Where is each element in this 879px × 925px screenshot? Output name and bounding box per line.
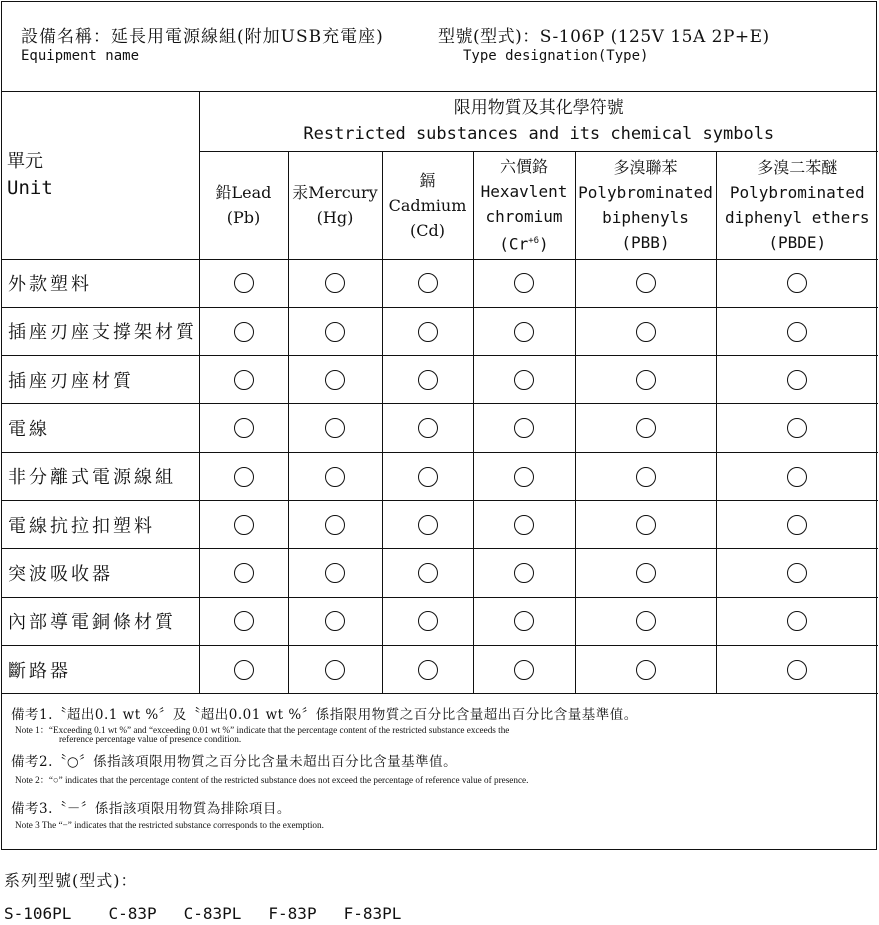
series-model: F-83P	[268, 904, 317, 923]
circle-mark-icon	[234, 515, 254, 535]
table-row	[2, 597, 878, 645]
table-row	[2, 452, 878, 500]
series-title: 系列型號(型式)：	[4, 871, 138, 890]
mark-cell	[473, 549, 575, 597]
type-designation-zh: 型號(型式)：S-106P (125V 15A 2P+E)	[438, 27, 770, 47]
circle-mark-icon	[325, 660, 345, 680]
circle-mark-icon	[787, 322, 807, 342]
circle-mark-icon	[636, 563, 656, 583]
circle-mark-icon	[325, 467, 345, 487]
table-row	[2, 549, 878, 597]
mark-cell	[199, 404, 288, 452]
mark-cell	[199, 500, 288, 548]
circle-mark-icon	[787, 273, 807, 293]
note-2-en: Note 2：“○” indicates that the percentage content of the restricted substance does not exceed the percentage of reference value of presence.	[15, 775, 529, 785]
mark-cell	[382, 645, 473, 693]
group-header-zh: 限用物質及其化學符號	[453, 97, 624, 118]
circle-mark-icon	[325, 418, 345, 438]
circle-mark-icon	[234, 370, 254, 390]
circle-mark-icon	[787, 563, 807, 583]
mark-cell	[199, 549, 288, 597]
mark-cell	[382, 404, 473, 452]
equipment-name-en: Equipment name	[21, 48, 140, 64]
substance-name: 鉛Lead	[215, 183, 272, 202]
circle-mark-icon	[514, 660, 534, 680]
mark-cell	[382, 500, 473, 548]
mark-cell	[716, 452, 878, 500]
circle-mark-icon	[787, 418, 807, 438]
series-model: S-106PL	[4, 904, 72, 923]
circle-mark-icon	[418, 467, 438, 487]
mark-cell	[288, 500, 382, 548]
circle-mark-icon	[418, 660, 438, 680]
row-label: 內部導電銅條材質	[2, 597, 199, 645]
circle-mark-icon	[325, 563, 345, 583]
substance-symbol	[474, 229, 575, 256]
mark-cell	[199, 452, 288, 500]
mark-cell	[575, 356, 716, 404]
substance-name-en: Polybrominated	[578, 183, 713, 202]
table-row	[2, 356, 878, 404]
mark-cell	[382, 597, 473, 645]
substance-name: 汞Mercury	[292, 183, 378, 202]
mark-cell	[288, 259, 382, 307]
mark-cell	[382, 259, 473, 307]
series-model: C-83PL	[183, 904, 242, 923]
circle-mark-icon	[636, 322, 656, 342]
substances-group-header	[199, 91, 878, 151]
table-row	[2, 404, 878, 452]
table-body	[2, 259, 878, 694]
substance-mercury	[288, 151, 382, 259]
mark-cell	[575, 259, 716, 307]
row-label: 突波吸收器	[2, 549, 199, 597]
mark-cell	[199, 645, 288, 693]
circle-mark-icon	[514, 418, 534, 438]
mark-cell	[288, 549, 382, 597]
substance-name-en: Polybrominated	[729, 183, 865, 202]
mark-cell	[288, 597, 382, 645]
note-3-zh: 備考3.〝－〞係指該項限用物質為排除項目。	[11, 801, 291, 817]
substance-name-en2: diphenyl ethers	[725, 208, 870, 227]
substance-name-zh: 六價鉻	[499, 156, 548, 176]
substance-cadmium	[382, 151, 473, 259]
note-1-zh: 備考1.〝超出0.1 wt %〞及〝超出0.01 wt %〞係指限用物質之百分比含量超出百分比含量基準值。	[11, 707, 638, 723]
mark-cell	[575, 597, 716, 645]
circle-mark-icon	[418, 418, 438, 438]
circle-mark-icon	[234, 322, 254, 342]
row-label: 插座刃座材質	[2, 356, 199, 404]
substance-symbol: (Hg)	[316, 208, 354, 227]
table-row	[2, 259, 878, 307]
mark-cell	[716, 356, 878, 404]
note-1-en-cont: reference percentage value of presence condition.	[59, 734, 242, 744]
circle-mark-icon	[418, 515, 438, 535]
mark-cell	[199, 597, 288, 645]
substance-name-zh: 多溴二苯醚	[757, 158, 838, 177]
circle-mark-icon	[514, 515, 534, 535]
circle-mark-icon	[514, 563, 534, 583]
circle-mark-icon	[636, 467, 656, 487]
circle-mark-icon	[325, 515, 345, 535]
circle-mark-icon	[325, 611, 345, 631]
mark-cell	[716, 597, 878, 645]
unit-header-zh: 單元	[7, 150, 43, 172]
circle-mark-icon	[325, 322, 345, 342]
mark-cell	[288, 645, 382, 693]
mark-cell	[199, 259, 288, 307]
mark-cell	[382, 356, 473, 404]
circle-mark-icon	[636, 370, 656, 390]
mark-cell	[382, 452, 473, 500]
unit-header-en: Unit	[7, 176, 53, 199]
circle-mark-icon	[636, 273, 656, 293]
symbol-superscript: +6	[528, 235, 540, 246]
symbol-close: )	[539, 234, 549, 254]
circle-mark-icon	[234, 563, 254, 583]
mark-cell	[288, 452, 382, 500]
row-label: 插座刃座支撐架材質	[2, 307, 199, 355]
mark-cell	[473, 645, 575, 693]
circle-mark-icon	[234, 611, 254, 631]
circle-mark-icon	[514, 370, 534, 390]
substance-symbol: (Pb)	[226, 208, 261, 227]
mark-cell	[473, 597, 575, 645]
circle-mark-icon	[636, 418, 656, 438]
substance-name: 鎘Cadmium	[388, 170, 467, 215]
mark-cell	[716, 307, 878, 355]
mark-cell	[288, 356, 382, 404]
note-1-en: Note 1：“Exceeding 0.1 wt %” and “exceeding 0.01 wt %” indicate that the percentage content of the restricted substance exceeds the	[15, 725, 510, 735]
mark-cell	[288, 404, 382, 452]
substance-lead	[199, 151, 288, 259]
table-row	[2, 307, 878, 355]
note-3-en: Note 3 The “−” indicates that the restricted substance corresponds to the exemption.	[15, 820, 324, 830]
mark-cell	[575, 307, 716, 355]
mark-cell	[575, 500, 716, 548]
mark-cell	[716, 645, 878, 693]
note-2-zh: 備考2.〝○〞係指該項限用物質之百分比含量未超出百分比含量基準值。	[11, 754, 458, 770]
substances-table	[2, 91, 878, 694]
circle-mark-icon	[787, 515, 807, 535]
circle-mark-icon	[418, 611, 438, 631]
mark-cell	[473, 259, 575, 307]
mark-cell	[382, 307, 473, 355]
circle-mark-icon	[514, 322, 534, 342]
circle-mark-icon	[418, 273, 438, 293]
mark-cell	[575, 452, 716, 500]
mark-cell	[575, 645, 716, 693]
mark-cell	[473, 356, 575, 404]
row-label: 斷路器	[2, 645, 199, 693]
substance-name-zh: 多溴聯苯	[613, 158, 678, 177]
mark-cell	[382, 549, 473, 597]
circle-mark-icon	[234, 467, 254, 487]
mark-cell	[473, 404, 575, 452]
mark-cell	[288, 307, 382, 355]
circle-mark-icon	[418, 563, 438, 583]
circle-mark-icon	[325, 273, 345, 293]
circle-mark-icon	[514, 611, 534, 631]
circle-mark-icon	[636, 515, 656, 535]
series-model: C-83P	[108, 904, 157, 923]
substance-symbol: (Cd)	[410, 220, 445, 240]
substance-name-en2: chromium	[485, 206, 563, 226]
mark-cell	[716, 404, 878, 452]
row-label: 電線抗拉扣塑料	[2, 500, 199, 548]
mark-cell	[575, 549, 716, 597]
symbol-base: (Cr	[499, 234, 529, 254]
circle-mark-icon	[514, 273, 534, 293]
circle-mark-icon	[234, 660, 254, 680]
circle-mark-icon	[636, 660, 656, 680]
group-header-en: Restricted substances and its chemical symbols	[303, 123, 775, 144]
circle-mark-icon	[514, 467, 534, 487]
substance-hexavalent-chromium	[473, 151, 575, 259]
equipment-name-zh: 設備名稱：延長用電源線組(附加USB充電座)	[21, 27, 384, 47]
circle-mark-icon	[787, 467, 807, 487]
circle-mark-icon	[787, 370, 807, 390]
table-row	[2, 645, 878, 693]
substance-name-en2: biphenyls	[602, 208, 689, 227]
type-designation-en: Type designation(Type)	[463, 48, 649, 64]
row-label: 外款塑料	[2, 259, 199, 307]
mark-cell	[716, 549, 878, 597]
circle-mark-icon	[418, 370, 438, 390]
unit-header	[2, 91, 199, 259]
circle-mark-icon	[234, 273, 254, 293]
mark-cell	[473, 500, 575, 548]
substance-name-en: Hexavlent	[480, 181, 568, 201]
circle-mark-icon	[787, 660, 807, 680]
substance-pbb	[575, 151, 716, 259]
mark-cell	[199, 356, 288, 404]
circle-mark-icon	[418, 322, 438, 342]
declaration-frame	[1, 1, 877, 850]
mark-cell	[716, 500, 878, 548]
mark-cell	[575, 404, 716, 452]
circle-mark-icon	[787, 611, 807, 631]
substance-pbde	[716, 151, 878, 259]
header-section	[2, 2, 876, 92]
row-label: 電線	[2, 404, 199, 452]
substance-symbol: (PBDE)	[768, 233, 827, 252]
table-row	[2, 500, 878, 548]
substance-symbol: (PBB)	[621, 233, 670, 252]
mark-cell	[473, 307, 575, 355]
circle-mark-icon	[325, 370, 345, 390]
mark-cell	[716, 259, 878, 307]
row-label: 非分離式電源線組	[2, 452, 199, 500]
circle-mark-icon	[234, 418, 254, 438]
mark-cell	[473, 452, 575, 500]
series-model: F-83PL	[343, 904, 402, 923]
circle-mark-icon	[636, 611, 656, 631]
mark-cell	[199, 307, 288, 355]
series-models	[4, 904, 428, 923]
